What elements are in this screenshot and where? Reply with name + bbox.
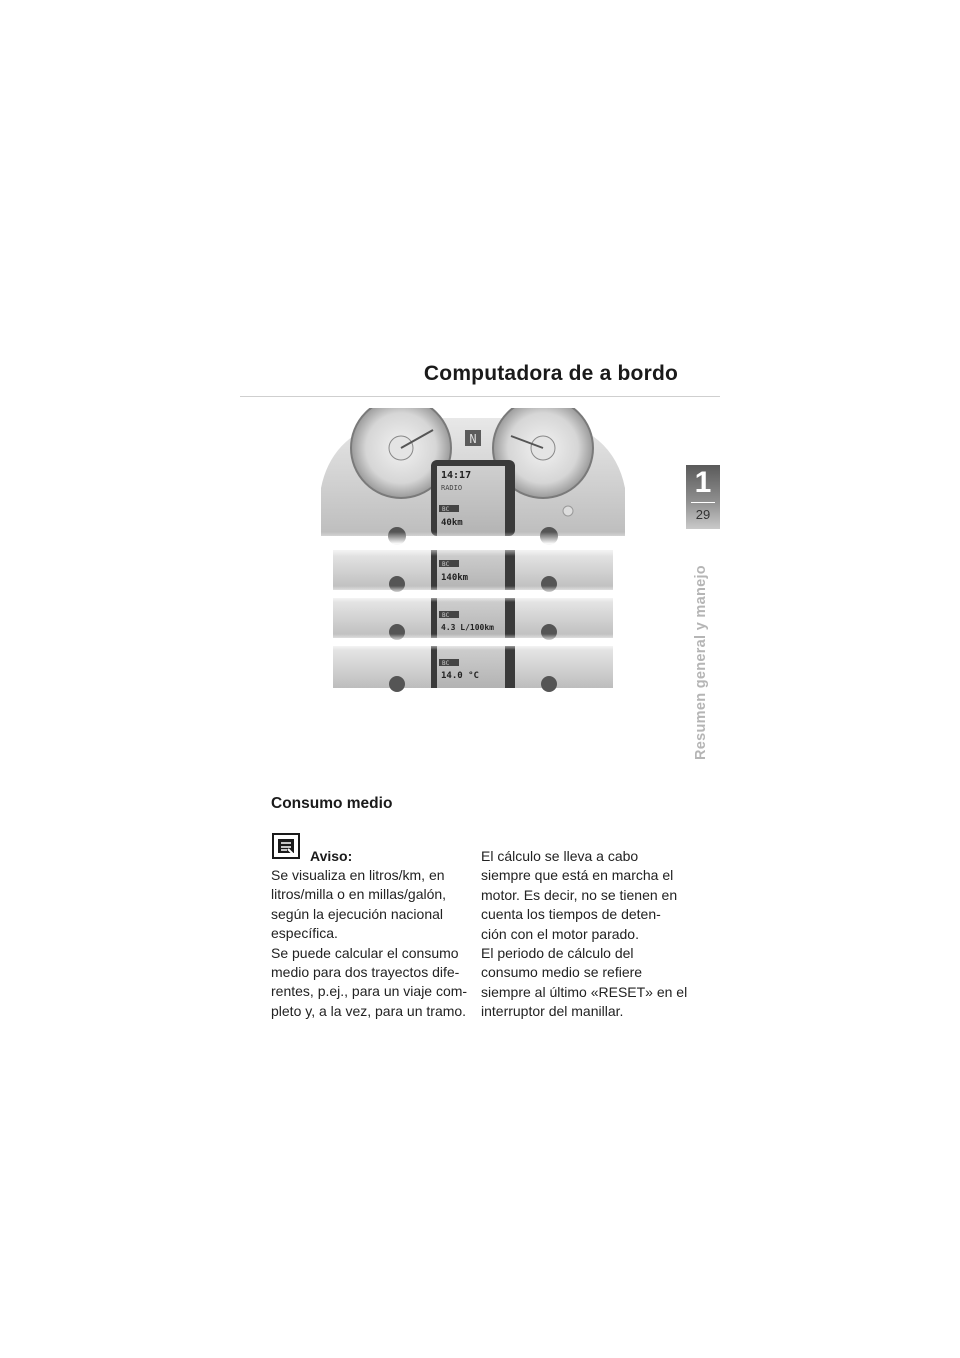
strip-1-tag: BC [442, 561, 450, 568]
title-divider [240, 396, 720, 397]
note-icon [272, 833, 300, 859]
text-line: según la ejecución nacional [271, 905, 444, 922]
page-title: Computadora de a bordo [423, 362, 678, 385]
text-line: siempre que está en marcha el [481, 867, 674, 884]
lcd-bc-tag: BC [442, 506, 450, 513]
text-line: Se visualiza en litros/km, en [271, 867, 445, 883]
text-line: interruptor del manillar. [481, 1003, 624, 1020]
gear-indicator-text: N [469, 432, 477, 446]
chapter-tab [686, 465, 720, 529]
strip-3-tag: BC [442, 660, 450, 667]
text-column-right [481, 847, 687, 1022]
note-label: Aviso: [310, 848, 353, 864]
strip-2-tag: BC [442, 612, 450, 619]
cluster-strip-1 [333, 550, 613, 592]
instrument-cluster-image [313, 408, 633, 693]
text-line: específica. [271, 925, 338, 942]
cluster-strip-2 [333, 598, 613, 640]
text-line: consumo medio se refiere [481, 964, 643, 981]
cluster-top [321, 408, 625, 545]
text-line: El cálculo se lleva a cabo [481, 848, 639, 864]
lcd-radio: RADIO [441, 484, 463, 492]
lcd-time: 14:17 [441, 470, 472, 481]
section-side-label: Resumen general y manejo [693, 565, 709, 760]
text-line: Se puede calcular el consumo [271, 944, 459, 961]
text-line: siempre al último «RESET» en el [481, 983, 688, 1000]
text-line: ción con el motor parado. [481, 925, 639, 942]
text-column-left [271, 866, 467, 1021]
page-number: 29 [695, 507, 711, 522]
lcd-value: 40km [441, 518, 463, 528]
chapter-tab-divider [691, 502, 715, 503]
cluster-strip-3 [333, 646, 613, 692]
strip-3-value: 14.0 °C [441, 671, 479, 681]
section-heading: Consumo medio [271, 795, 393, 812]
strip-2-value: 4.3 L/100km [441, 623, 494, 632]
text-line: pleto y, a la vez, para un tramo. [271, 1002, 467, 1019]
text-line: El periodo de cálculo del [481, 945, 634, 962]
text-line: medio para dos trayectos dife- [271, 964, 460, 981]
strip-1-value: 140km [441, 573, 469, 583]
text-line: motor. Es decir, no se tienen en [481, 886, 678, 903]
text-line: cuenta los tiempos de deten- [481, 906, 661, 923]
chapter-number: 1 [694, 466, 712, 499]
text-line: rentes, p.ej., para un viaje com- [271, 983, 468, 1000]
text-line: litros/milla o en millas/galón, [271, 886, 447, 903]
